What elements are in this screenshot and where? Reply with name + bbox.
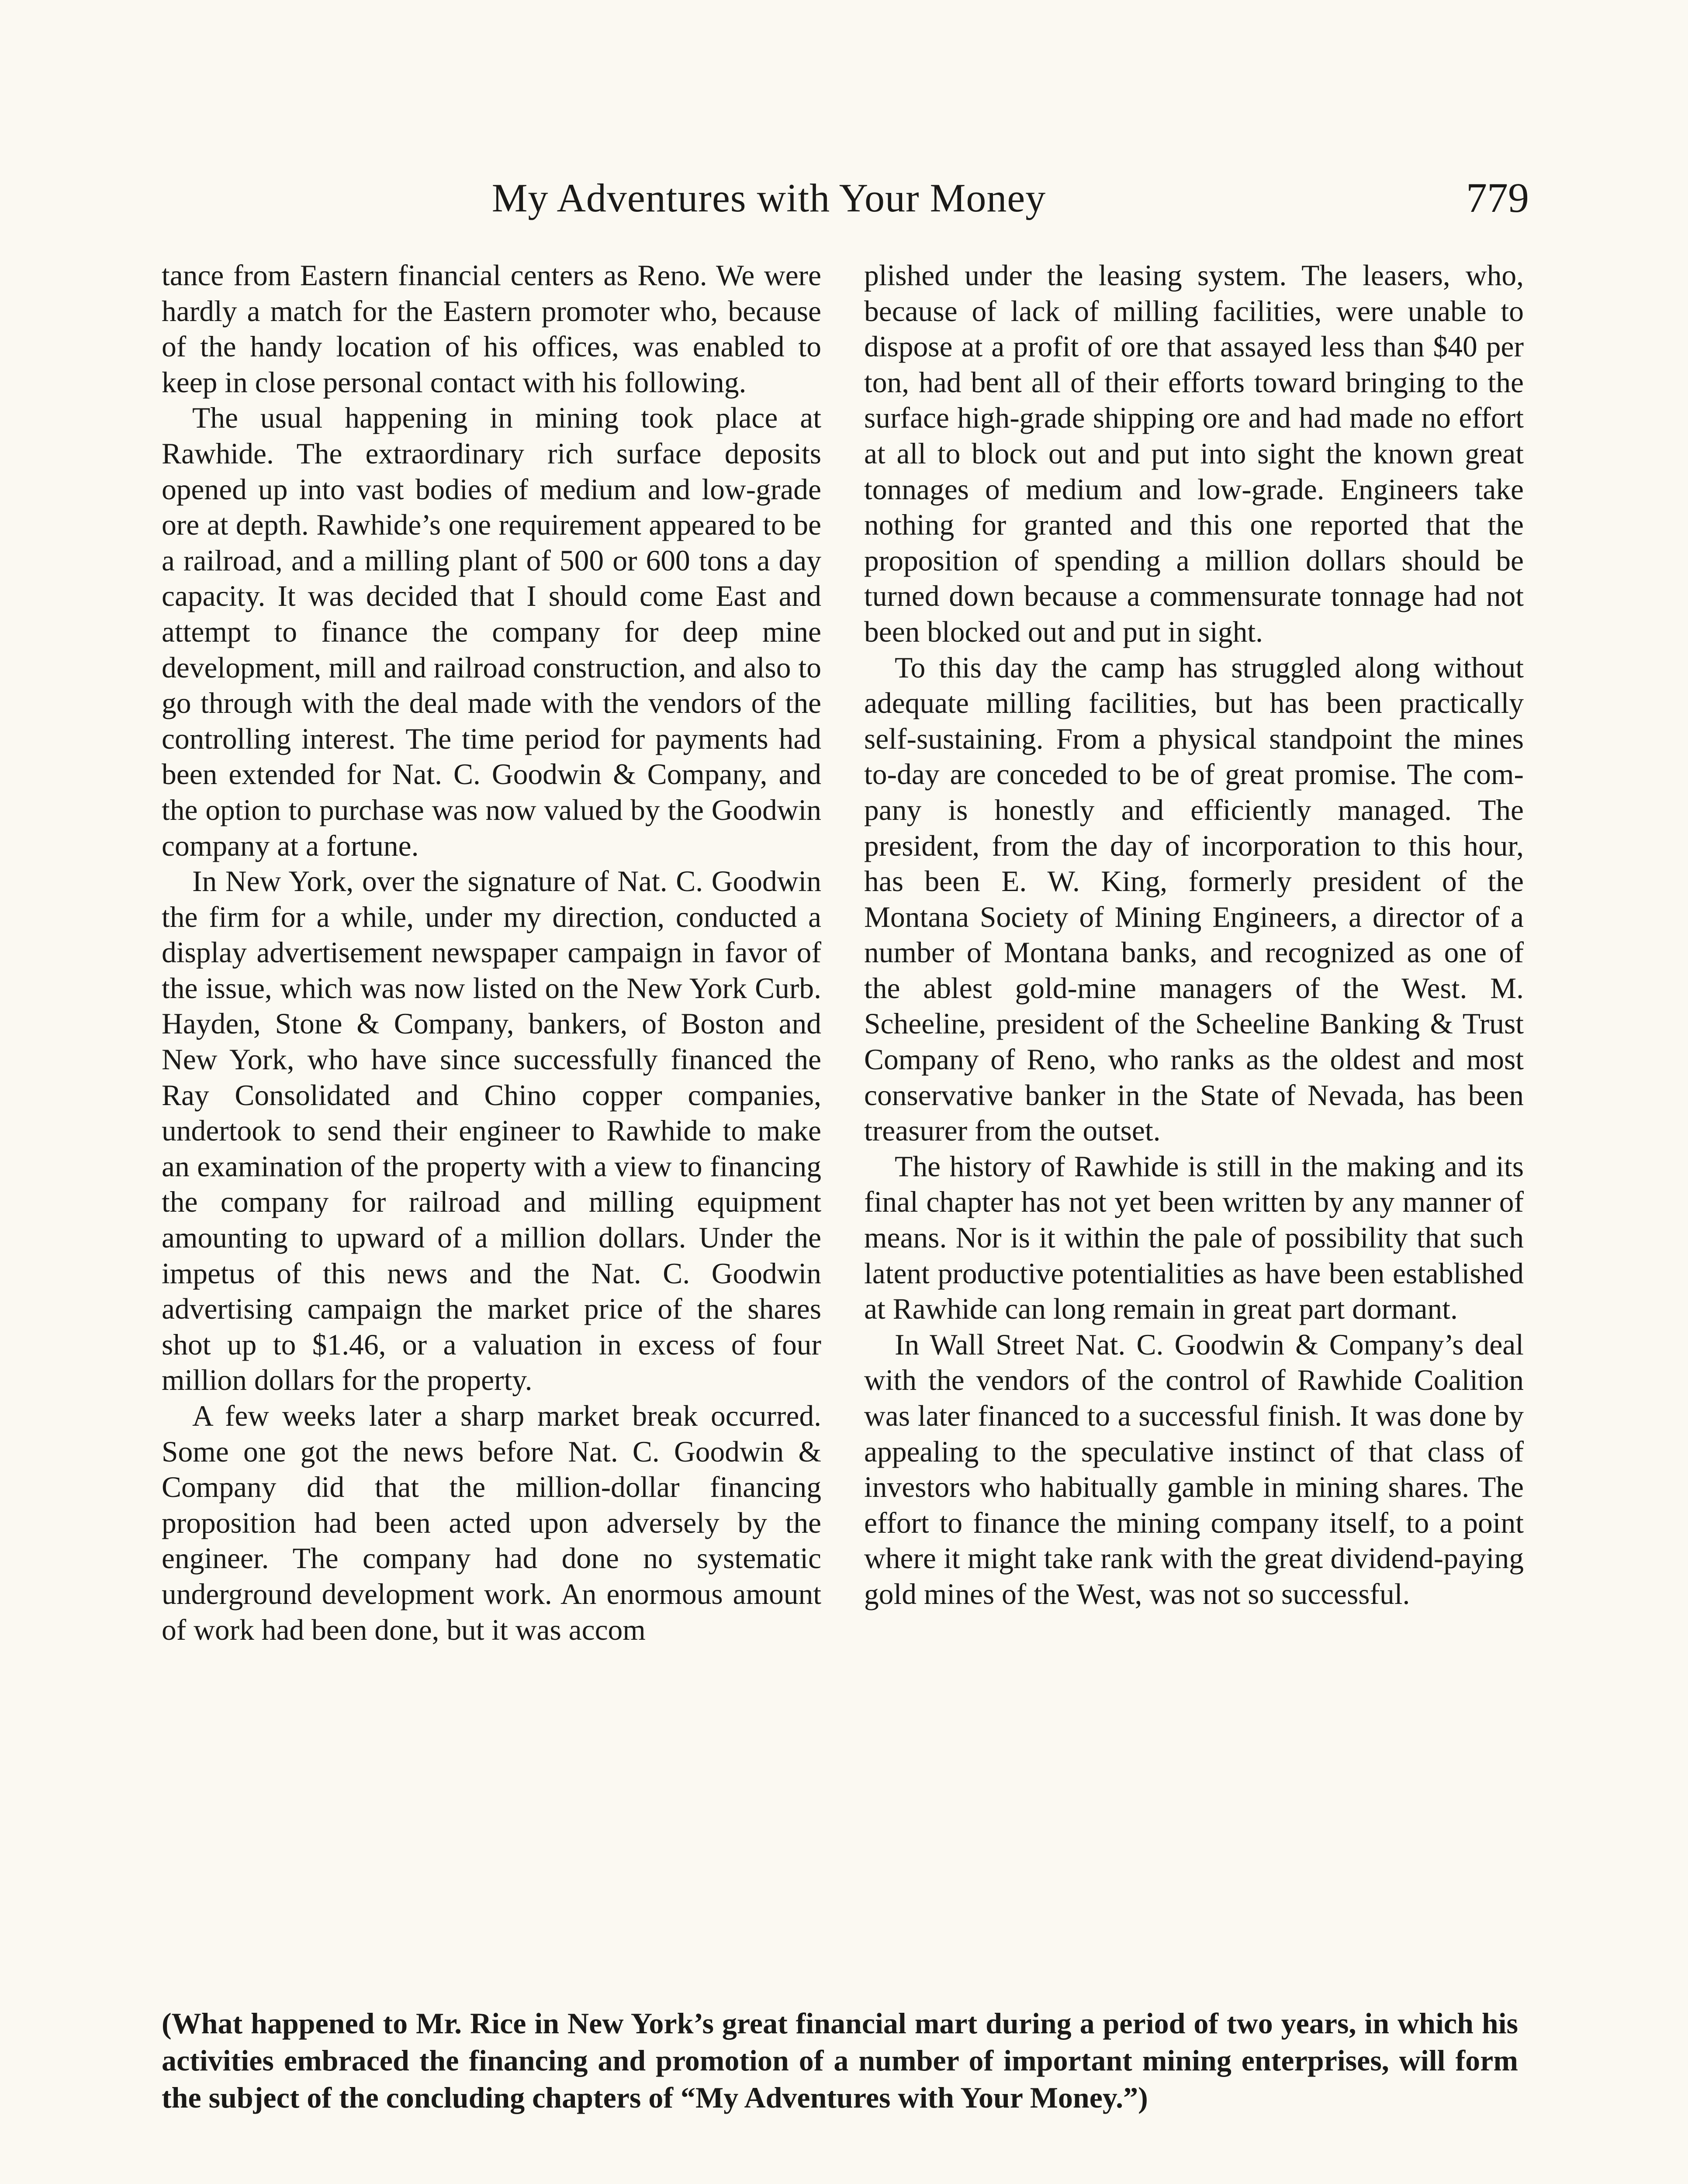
right-column [864,258,1524,1612]
running-head [162,165,1529,231]
paragraph: A few weeks later a sharp market break occurred. Some one got the news before Nat. C. Goodwin & Company did that the million-dollar financing proposition had been acted upon adversely by the engineer. The company had done no systematic underground development work. An enormous amount of work had been done, but it was accom [162,1400,821,1646]
paragraph: The usual happening in mining took place at Rawhide. The extraordinary rich surface deposits opened up into vast bodies of medium and low-grade ore at depth. Rawhide’s one requirement appeared to be a railroad, and a milling plant of 500 or 600 tons a day capacity. It was decided that I should come East and attempt to finance the company for deep mine development, mill and railroad construction, and also to go through with the deal made with the vendors of the controlling interest. The time period for payments had been extended for Nat. C. Goodwin & Company, and the option to purchase was now valued by the Goodwin company at a fortune. [162,401,821,862]
editorial-note: (What happened to Mr. Rice in New York’s great financial mart during a period of two years, in which his activities embraced the financing and promotion of a number of important mining enterprises, will form the subject of the concluding chapters of “My Adventures with Your Money.”) [162,2007,1518,2114]
paragraph: tance from Eastern financial centers as Reno. We were hardly a match for the Eastern promoter who, because of the handy location of his offices, was enabled to keep in close personal contact with his following. [162,259,821,399]
paragraph: The history of Rawhide is still in the making and its final chapter has not yet been written by any manner of means. Nor is it within the pale of possibility that such latent productive potentialities as have been established at Rawhide can long remain in great part dormant. [864,1150,1524,1326]
paragraph: In Wall Street Nat. C. Goodwin & Company’s deal with the vendors of the control of Rawhide Coalition was later financed to a successful finish. It was done by appealing to the speculative instinct of that class of investors who habitually gamble in mining shares. The effort to finance the mining company itself, to a point where it might take rank with the great dividend-paying gold mines of the West, was not so successful. [864,1328,1524,1610]
paragraph: To this day the camp has struggled along without adequate milling facilities, but has been practically self-sustaining. From a physical standpoint the mines to-day are conceded to be of great promise. The company is honestly and efficiently managed. The president, from the day of incorporation to this hour, has been E. W. King, formerly president of the Montana Society of Mining Engineers, a director of a number of Montana banks, and recognized as one of the ablest gold-mine managers of the West. M. Scheeline, president of the Scheeline Banking & Trust Company of Reno, who ranks as the oldest and most conservative banker in the State of Nevada, has been treasurer from the outset. [864,651,1524,1147]
paragraph: In New York, over the signature of Nat. C. Goodwin the firm for a while, under my direction, conducted a display advertisement newspaper campaign in favor of the issue, which was now listed on the New York Curb. Hayden, Stone & Company, bankers, of Boston and New York, who have since successfully financed the Ray Consolidated and Chino copper companies, undertook to send their engineer to Rawhide to make an examination of the property with a view to financing the company for railroad and milling equipment amounting to upward of a million dollars. Under the impetus of this news and the Nat. C. Goodwin advertising campaign the market price of the shares shot up to $1.46, or a valuation in excess of four million dollars for the property. [162,865,821,1397]
page-number: 779 [1466,174,1529,221]
left-column [162,258,821,1648]
paragraph: plished under the leasing system. The leasers, who, because of lack of milling facilities, were unable to dispose at a profit of ore that assayed less than $40 per ton, had bent all of their efforts toward bringing to the surface high-grade shipping ore and had made no effort at all to block out and put into sight the known great tonnages of medium and low-grade. Engineers take nothing for granted and this one reported that the proposition of spending a million dollars should be turned down because a commensurate tonnage had not been blocked out and put in sight. [864,259,1524,648]
running-head-title: My Adventures with Your Money [491,176,1046,220]
